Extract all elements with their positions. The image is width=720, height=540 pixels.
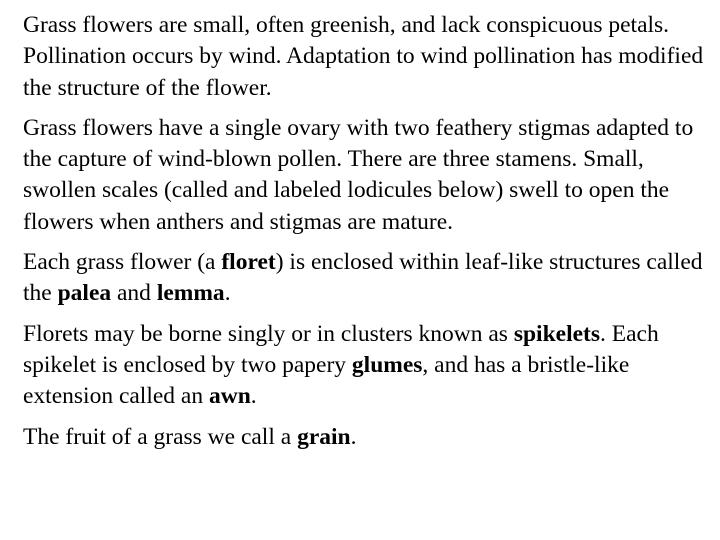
paragraph-floret xyxy=(23,247,717,310)
term-palea: palea xyxy=(57,280,112,307)
term-lemma: lemma xyxy=(156,280,225,307)
text-segment: . xyxy=(350,423,357,450)
text-segment: and xyxy=(111,280,157,307)
text-segment: . xyxy=(224,280,231,307)
paragraph-grass-flowers-intro xyxy=(23,10,717,104)
text-segment: Each grass flower (a xyxy=(23,249,222,276)
term-glumes: glumes xyxy=(351,351,423,378)
text-segment: Grass flowers have a single ovary with two feathery stigmas adapted to the capture of wind-blown pollen. There are three stamens. Small, swollen scales (called and labeled lodicules below) swell to open the flowers when anthers and stigmas are mature. xyxy=(23,114,694,235)
text-segment: . xyxy=(250,383,257,410)
text-segment: Grass flowers are small, often greenish, and lack conspicuous petals. Pollination occurs by wind. Adaptation to wind pollination has modified the structure of the flower. xyxy=(23,12,704,101)
paragraph-spikelets xyxy=(23,319,717,413)
paragraph-ovary-stigmas xyxy=(23,113,717,238)
paragraph-grain xyxy=(23,422,717,453)
text-segment: . Each spikelet is enclosed by two papery xyxy=(23,320,659,378)
text-segment: The fruit of a grass we call a xyxy=(23,423,298,450)
slide-text-body xyxy=(23,10,717,462)
term-floret: floret xyxy=(221,249,276,276)
term-spikelets: spikelets xyxy=(513,320,601,347)
term-grain: grain xyxy=(297,423,351,450)
text-segment: , and has a bristle-like extension called an xyxy=(23,351,630,410)
text-segment: Florets may be borne singly or in clusters known as xyxy=(23,320,514,347)
text-segment: ) is enclosed within leaf-like structures called the xyxy=(23,249,703,307)
term-awn: awn xyxy=(208,383,251,410)
